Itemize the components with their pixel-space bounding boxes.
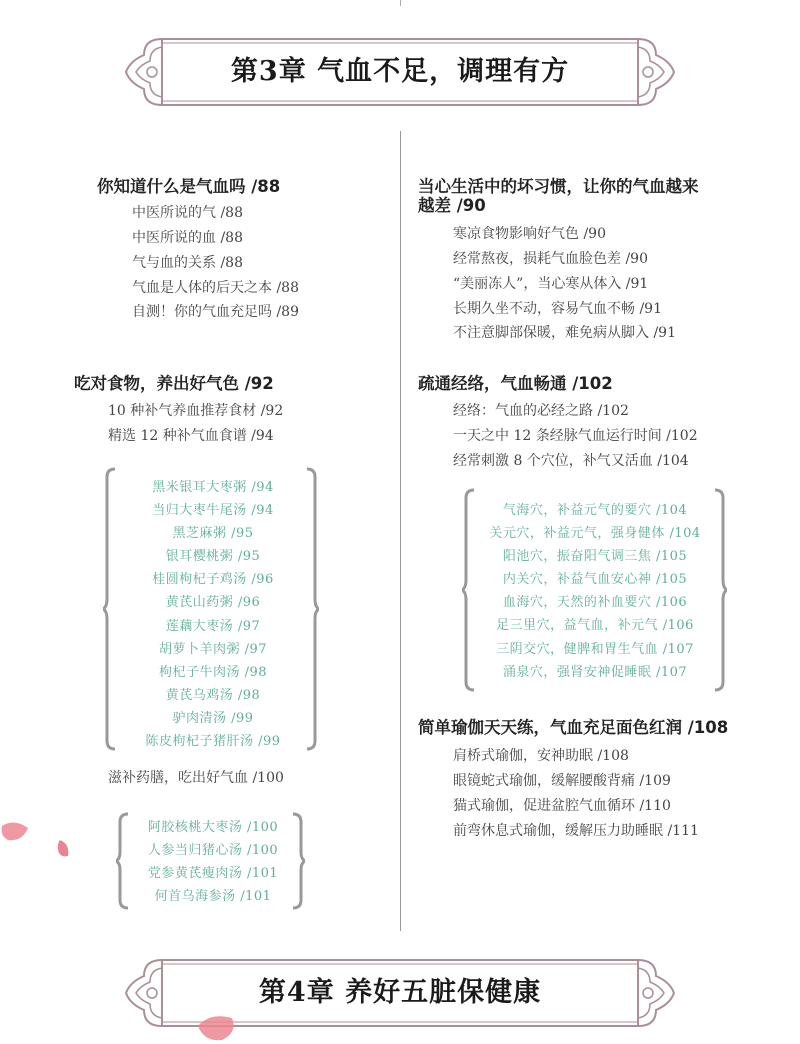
recipe-item[interactable]: 黄芪乌鸡汤 /98 (165, 687, 261, 703)
section-title-habits[interactable]: 当心生活中的坏习惯，让你的气血越来 (418, 177, 699, 196)
acupoint-item[interactable]: 血海穴，天然的补血要穴 /106 (502, 595, 688, 611)
left-bracket (103, 467, 117, 751)
toc-item[interactable]: 气与血的关系 /88 (132, 255, 243, 271)
toc-item[interactable]: 气血是人体的后天之本 /88 (132, 280, 299, 296)
toc-item[interactable]: 精选 12 种补气血食谱 /94 (108, 428, 274, 444)
acupoint-item[interactable]: 涌泉穴，强肾安神促睡眠 /107 (502, 664, 688, 680)
toc-item[interactable]: 不注意脚部保暖，难免病从脚入 /91 (453, 325, 676, 341)
acupoint-item[interactable]: 关元穴，补益元气，强身健体 /104 (489, 526, 701, 542)
toc-item[interactable]: “美丽冻人”，当心寒从体入 /91 (453, 276, 649, 292)
recipe-item[interactable]: 驴肉清汤 /99 (172, 710, 254, 726)
toc-item[interactable]: 经络：气血的必经之路 /102 (453, 403, 629, 419)
recipe-item[interactable]: 黑米银耳大枣粥 /94 (152, 480, 274, 495)
herbal-item[interactable]: 党参黄芪瘦肉汤 /101 (147, 866, 279, 882)
recipe-item[interactable]: 银耳樱桃粥 /95 (165, 549, 261, 565)
recipe-item[interactable]: 莲藕大枣汤 /97 (165, 618, 261, 634)
recipe-item[interactable]: 陈皮枸杞子猪肝汤 /99 (145, 734, 281, 750)
toc-item[interactable]: 一天之中 12 条经脉气血运行时间 /102 (453, 428, 698, 444)
acupoint-item[interactable]: 足三里穴，益气血，补元气 /106 (496, 618, 694, 634)
toc-item[interactable]: 前弯休息式瑜伽，缓解压力助睡眠 /111 (453, 823, 699, 839)
toc-item[interactable]: 自测！你的气血充足吗 /89 (132, 304, 299, 320)
toc-item[interactable]: 中医所说的血 /88 (132, 230, 243, 246)
toc-item[interactable]: 猫式瑜伽，促进盆腔气血循环 /110 (453, 798, 671, 814)
recipe-item[interactable]: 胡萝卜羊肉粥 /97 (158, 641, 268, 657)
acupoint-list (474, 499, 716, 684)
recipe-item[interactable]: 黑芝麻粥 /95 (172, 526, 254, 542)
section-title-habits-cont[interactable]: 越差 /90 (418, 196, 486, 215)
recipe-item[interactable]: 桂圆枸杞子鸡汤 /96 (152, 572, 274, 588)
section-title-yoga[interactable]: 简单瑜伽天天练，气血充足面色红润 /108 (418, 718, 729, 737)
recipe-item[interactable]: 当归大枣牛尾汤 /94 (152, 503, 274, 519)
chapter-4-title: 第4章 养好五脏保健康 (258, 977, 542, 1008)
chapter-3-banner (122, 33, 678, 111)
recipe-list (118, 476, 308, 753)
section-title-meridian[interactable]: 疏通经络，气血畅通 /102 (418, 374, 613, 393)
toc-item[interactable]: 经常刺激 8 个穴位，补气又活血 /104 (453, 453, 689, 469)
acupoint-item[interactable]: 气海穴，补益元气的要穴 /104 (502, 503, 688, 518)
toc-item[interactable]: 眼镜蛇式瑜伽，缓解腰酸背痛 /109 (453, 773, 671, 789)
toc-item[interactable]: 经常熬夜，损耗气血脸色差 /90 (453, 251, 648, 267)
herbal-item[interactable]: 何首乌海参汤 /101 (154, 889, 272, 905)
acupoint-item[interactable]: 阳池穴，振奋阳气调三焦 /105 (502, 549, 688, 565)
column-divider (400, 131, 401, 931)
chapter-3-title: 第3章 气血不足，调理有方 (230, 56, 570, 87)
herbal-item[interactable]: 阿胶核桃大枣汤 /100 (147, 820, 279, 835)
section-title-food[interactable]: 吃对食物，养出好气色 /92 (74, 374, 274, 393)
herbal-list (128, 816, 298, 908)
recipe-item[interactable]: 枸杞子牛肉汤 /98 (158, 664, 268, 680)
top-divider (400, 0, 401, 6)
herbal-item[interactable]: 人参当归猪心汤 /100 (147, 843, 279, 859)
toc-item[interactable]: 滋补药膳，吃出好气血 /100 (108, 770, 284, 786)
toc-item[interactable]: 长期久坐不动，容易气血不畅 /91 (453, 301, 662, 317)
petal-icon (56, 838, 72, 860)
acupoint-item[interactable]: 三阴交穴，健脾和胃生气血 /107 (496, 641, 694, 657)
toc-item[interactable]: 寒凉食物影响好气色 /90 (453, 226, 606, 242)
toc-item[interactable]: 中医所说的气 /88 (132, 205, 243, 221)
toc-item[interactable]: 10 种补气养血推荐食材 /92 (108, 403, 284, 419)
acupoint-item[interactable]: 内关穴，补益气血安心神 /105 (502, 572, 688, 588)
recipe-item[interactable]: 黄芪山药粥 /96 (165, 595, 261, 611)
toc-item[interactable]: 肩桥式瑜伽，安神助眠 /108 (453, 748, 629, 764)
petal-icon (0, 818, 36, 848)
section-title-qixue[interactable]: 你知道什么是气血吗 /88 (97, 177, 281, 196)
petal-icon (196, 1012, 240, 1044)
